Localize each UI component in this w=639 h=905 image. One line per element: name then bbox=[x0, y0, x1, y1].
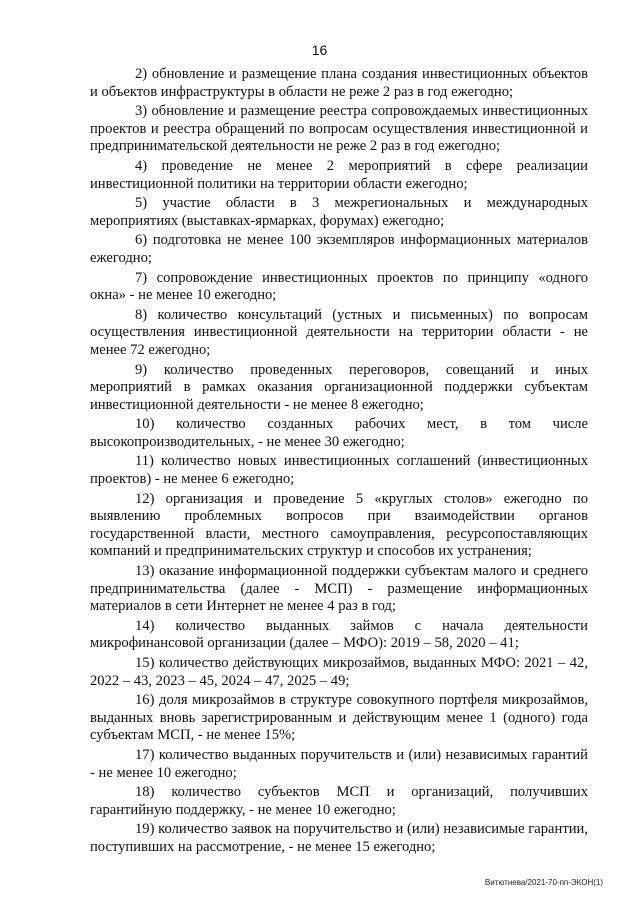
list-item: 13) оказание информационной поддержки субъектам малого и среднего предпринимательства (далее - МСП) - размещение информационных материалов в сети Интернет не менее 4 раз в год; bbox=[90, 563, 588, 615]
page-number: 16 bbox=[311, 42, 328, 58]
list-item: 8) количество консультаций (устных и письменных) по вопросам осуществления инвестиционной деятельности на территории области - не менее 72 ежегодно; bbox=[90, 306, 588, 358]
document-footer-code: Витютнева/2021-70-пп-ЭКОН(1) bbox=[484, 878, 603, 887]
list-item: 17) количество выданных поручительств и (или) независимых гарантий - не менее 10 ежегодно; bbox=[90, 746, 588, 781]
list-item: 15) количество действующих микрозаймов, выданных МФО: 2021 – 42, 2022 – 43, 2023 – 45, 2024 – 47, 2025 – 49; bbox=[90, 655, 588, 689]
list-item: 9) количество проведенных переговоров, совещаний и иных мероприятий в рамках оказания организационной поддержки субъектам инвестиционной деятельности - не менее 8 ежегодно; bbox=[90, 361, 588, 413]
list-item: 3) обновление и размещение реестра сопровождаемых инвестиционных проектов и реестра обращений по вопросам осуществления инвестиционной и предпринимательской деятельности не реже 2 раз в год ежегодно; bbox=[90, 103, 588, 155]
list-item: 5) участие области в 3 межрегиональных и международных мероприятиях (выставках-ярмарках, форумах) ежегодно; bbox=[90, 195, 588, 229]
list-item: 12) организация и проведение 5 «круглых столов» ежегодно по выявлению проблемных вопросов при взаимодействии органов государственной власти, местного самоуправления, ресурсопоставляющих компаний и предпринимательских структур и способов их устранения; bbox=[90, 490, 588, 560]
list-item: 11) количество новых инвестиционных соглашений (инвестиционных проектов) - не менее 6 ежегодно; bbox=[90, 453, 588, 488]
list-item: 7) сопровождение инвестиционных проектов по принципу «одного окна» - не менее 10 ежегодно; bbox=[90, 269, 588, 304]
list-item: 2) обновление и размещение плана создания инвестиционных объектов и объектов инфраструктуры в области не реже 2 раз в год ежегодно; bbox=[90, 66, 588, 100]
list-item: 19) количество заявок на поручительство и (или) независимые гарантии, поступивших на рассмотрение, - не менее 15 ежегодно; bbox=[90, 821, 588, 855]
list-item: 6) подготовка не менее 100 экземпляров информационных материалов ежегодно; bbox=[90, 232, 588, 266]
list-item: 4) проведение не менее 2 мероприятий в сфере реализации инвестиционной политики на территории области ежегодно; bbox=[90, 157, 588, 192]
list-item: 14) количество выданных займов с начала деятельности микрофинансовой организации (далее – МФО): 2019 – 58, 2020 – 41; bbox=[90, 617, 588, 652]
list-item: 18) количество субъектов МСП и организаций, получивших гарантийную поддержку, - не менее 10 ежегодно; bbox=[90, 784, 588, 818]
list-item: 10) количество созданных рабочих мест, в том числе высокопроизводительных, - не менее 30 ежегодно; bbox=[90, 416, 588, 450]
document-body bbox=[90, 66, 588, 859]
list-item: 16) доля микрозаймов в структуре совокупного портфеля микрозаймов, выданных вновь зарегистрированным и действующим менее 1 (одного) года субъектам МСП, - не менее 15%; bbox=[90, 692, 588, 744]
